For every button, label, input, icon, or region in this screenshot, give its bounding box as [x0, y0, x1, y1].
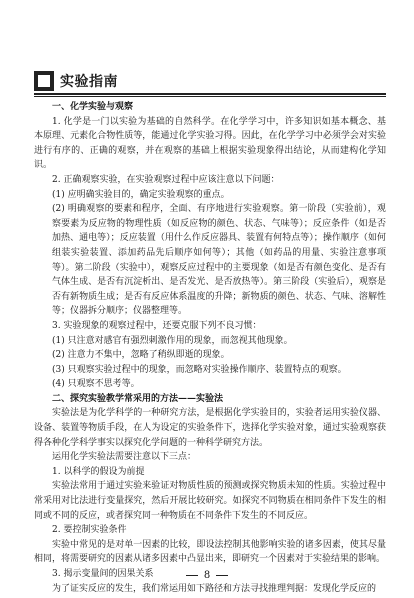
subheading: 2. 要控制实验条件	[52, 525, 127, 536]
list-item: (3) 只观察实验过程中的现象，而忽略对实验操作顺序、装置特点的观察。	[52, 364, 347, 375]
paragraph: 实验法是为化学科学的一种研究方法，是根据化学实验目的，实验者运用实验仪器、设备、装置等物质手段，在人为设定的实验条件下，选择化学实验对象，通过实验观察获得各种化学科学事实以探究化学问题的一种科学研究方法。	[34, 408, 386, 448]
section-title: 实验指南	[60, 74, 118, 90]
header-rule-thick	[34, 93, 386, 95]
book-icon	[34, 71, 54, 91]
paragraph: 实验法常用于通过实验来验证对物质性质的预测或探究物质未知的性质。实验过程中常采用对比法进行变量探究，然后开展比较研究。如探究不同物质在相同条件下发生的相同或不同的反应，或者探究同一种物质在不同条件下发生的不同反应。	[34, 481, 386, 521]
list-item: (1) 只注意对感官有强烈刺激作用的现象，而忽视其他现象。	[52, 335, 293, 346]
paragraph: 1. 化学是一门以实验为基础的自然科学。在化学学习中，许多知识如基本概念、基本原理、元素化合物性质等，能通过化学实验习得。因此，在化学学习中必须学会对实验进行有序的、正确的观察，并在观察的基础上根据实验现象得出结论，从而建构化学知识。	[34, 116, 386, 171]
subheading: 3. 揭示变量间的因果关系	[52, 569, 154, 579]
paragraph: 3. 实验现象的观察过程中，还要克服下列不良习惯：	[52, 320, 262, 331]
section-header	[34, 70, 386, 92]
paragraph: 运用化学实验法需要注意以下三点：	[52, 452, 197, 463]
paragraph: 实验中常见的是对单一因素的比较，即设法控制其他影响实验的诸多因素，使其尽量相同，将需要研究的因素从诸多因素中凸显出来，即研究一个因素对于实验结果的影响。	[34, 539, 386, 565]
list-item: (2) 注意力不集中，忽略了稍纵即逝的现象。	[52, 350, 230, 361]
page-footer	[0, 570, 414, 581]
paragraph: 为了证实反应的发生，我们常运用如下路径和方法寻找推理判据：发现化学反应的	[52, 583, 377, 594]
footer-dash-left	[186, 575, 198, 576]
heading-experiment-method: 二、探究实验教学常采用的方法——实验法	[52, 393, 224, 404]
heading-observation: 一、化学实验与观察	[52, 102, 134, 112]
list-item: (1) 应明确实验目的，确定实验观察的重点。	[52, 189, 230, 200]
header-rule-thin	[34, 96, 386, 97]
page-content	[34, 100, 386, 596]
footer-dash-right	[216, 575, 228, 576]
list-item: (4) 只观察不思考等。	[52, 379, 140, 390]
page-number: 8	[203, 570, 211, 581]
list-item: (2) 明确观察的要素和程序，全面、有序地进行实验观察。第一阶段（实验前），观察要素为反应物的物理性质（如反应物的颜色、状态、气味等）；反应条件（如是否加热、通电等）；反应装置（用什么作反应器具、装置有何特点等）；操作顺序（如何组装实验装置、添加药品先后顺序如何等）；其他（如药品的用量、实验注意事项等）。第二阶段（实验中），观察反应过程中的主要现象（如是否有颜色变化、是否有气体生成、是否有沉淀析出、是否发光、是否放热等）。第三阶段（实验后），观察是否有新物质生成；是否有反应体系温度的升降；新物质的颜色、状态、气味、溶解性等；仪器拆分顺序；仪器整理等。	[52, 204, 386, 317]
subheading: 1. 以科学的假设为前提	[52, 466, 145, 477]
paragraph: 2. 正确观察实验，在实验观察过程中应该注意以下问题：	[52, 174, 280, 185]
